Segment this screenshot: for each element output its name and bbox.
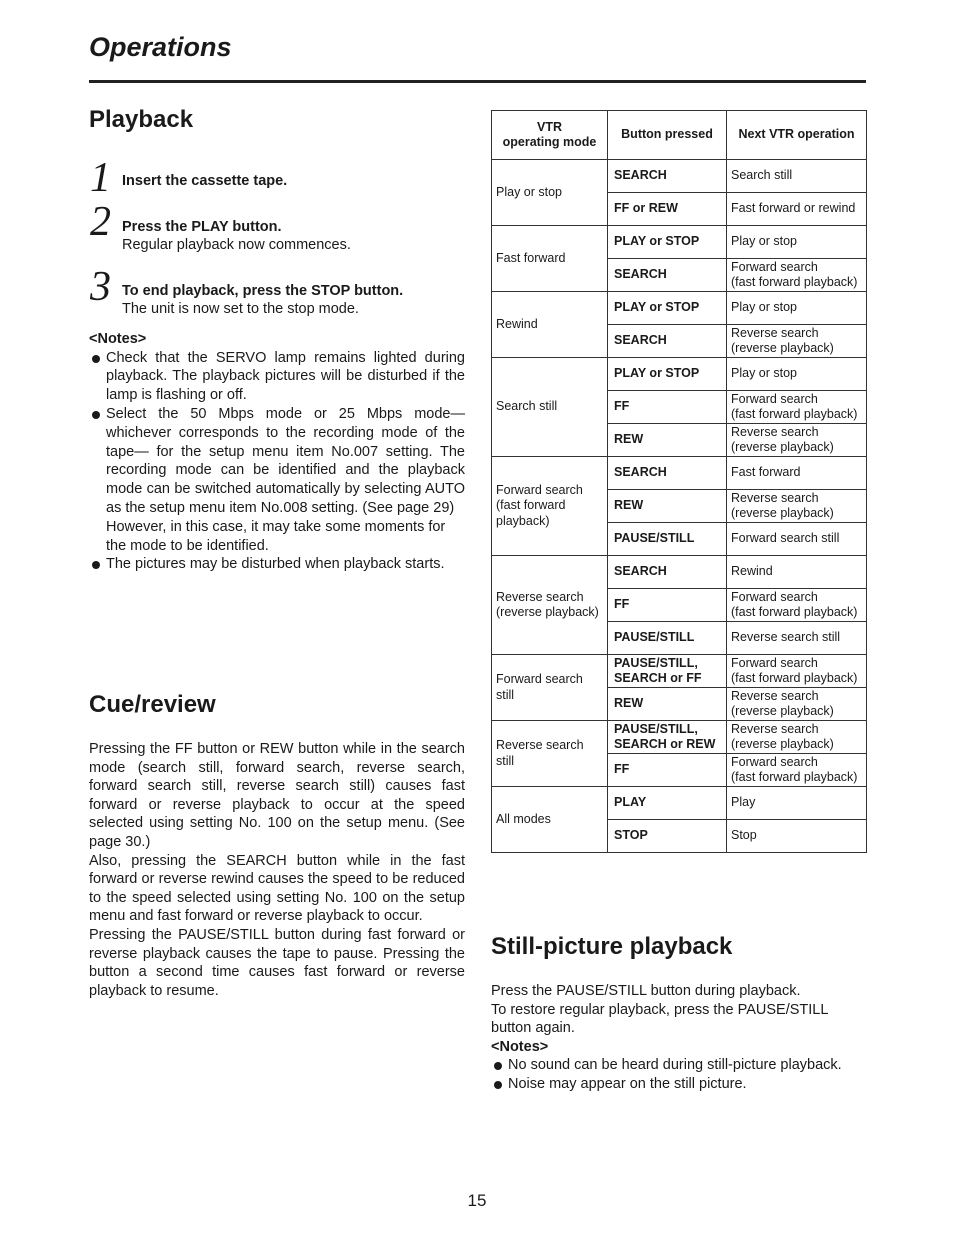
column-header: VTR operating mode (492, 111, 608, 160)
button-cell: PLAY or STOP (608, 358, 727, 391)
next-operation-cell: Reverse search still (727, 622, 867, 655)
list-item (491, 1075, 867, 1094)
step-1-text (122, 172, 467, 190)
button-cell: PAUSE/STILL, SEARCH or FF (608, 655, 727, 688)
note-text: The pictures may be disturbed when playback starts. (106, 556, 445, 573)
mode-cell: Reverse search still (492, 721, 608, 787)
paragraph: Pressing the FF button or REW button while in the search mode (search still, forward search, reverse search, forward search still, reverse search still) causes fast forward or reverse playback to occur at the speed selected using setting No. 100 on the setup menu. (See page 30.) (89, 741, 465, 850)
vtr-operations-table (491, 110, 867, 853)
next-operation-cell: Play or stop (727, 292, 867, 325)
button-cell: PAUSE/STILL (608, 622, 727, 655)
button-cell: FF (608, 589, 727, 622)
next-operation-cell: Reverse search (reverse playback) (727, 325, 867, 358)
still-picture-body (491, 982, 867, 1094)
paragraph: Pressing the PAUSE/STILL button during fast forward or reverse playback causes the tape to pause. Pressing the button a second time causes fast forward or reverse playback to resume. (89, 926, 465, 999)
page-number: 15 (467, 1191, 487, 1210)
paragraph: To restore regular playback, press the PAUSE/STILL button again. (491, 1001, 828, 1037)
table-row (492, 721, 867, 754)
list-item (89, 349, 465, 405)
button-cell: PLAY or STOP (608, 292, 727, 325)
paragraph: Press the PAUSE/STILL button during playback. (491, 983, 801, 999)
step-2-detail: Regular playback now commences. (122, 237, 351, 253)
button-cell: PLAY (608, 787, 727, 820)
button-cell: REW (608, 424, 727, 457)
next-operation-cell: Fast forward or rewind (727, 193, 867, 226)
step-2-number: 2 (90, 199, 111, 245)
column-header: Next VTR operation (727, 111, 867, 160)
next-operation-cell: Reverse search (reverse playback) (727, 424, 867, 457)
step-2-text (122, 218, 467, 254)
next-operation-cell: Rewind (727, 556, 867, 589)
next-operation-cell: Reverse search (reverse playback) (727, 721, 867, 754)
table-row (492, 160, 867, 193)
button-cell: FF (608, 754, 727, 787)
mode-cell: Play or stop (492, 160, 608, 226)
list-item (491, 1056, 867, 1075)
next-operation-cell: Search still (727, 160, 867, 193)
table-row (492, 358, 867, 391)
next-operation-cell: Play or stop (727, 358, 867, 391)
button-cell: PAUSE/STILL (608, 523, 727, 556)
button-cell: SEARCH (608, 457, 727, 490)
next-operation-cell: Forward search (fast forward playback) (727, 391, 867, 424)
cue-review-heading: Cue/review (89, 691, 216, 718)
mode-cell: Fast forward (492, 226, 608, 292)
next-operation-cell: Forward search (fast forward playback) (727, 655, 867, 688)
mode-cell: All modes (492, 787, 608, 853)
mode-cell: Rewind (492, 292, 608, 358)
note-text: No sound can be heard during still-picture playback. (508, 1057, 842, 1074)
playback-notes-list (89, 349, 465, 575)
button-cell: FF or REW (608, 193, 727, 226)
table-row (492, 457, 867, 490)
table-row (492, 556, 867, 589)
next-operation-cell: Fast forward (727, 457, 867, 490)
next-operation-cell: Play or stop (727, 226, 867, 259)
next-operation-cell: Forward search (fast forward playback) (727, 754, 867, 787)
step-3-text (122, 282, 467, 318)
page-title: Operations (89, 32, 232, 62)
next-operation-cell: Reverse search (reverse playback) (727, 490, 867, 523)
still-notes-list (491, 1056, 867, 1094)
note-text: Check that the SERVO lamp remains lighted during playback. The playback pictures will be disturbed if the lamp is flashing or off. (106, 349, 465, 404)
button-cell: SEARCH (608, 325, 727, 358)
notes-label: <Notes> (89, 331, 147, 347)
next-operation-cell: Forward search (fast forward playback) (727, 259, 867, 292)
still-picture-heading: Still-picture playback (491, 933, 733, 960)
mode-cell: Forward search still (492, 655, 608, 721)
next-operation-cell: Stop (727, 820, 867, 853)
next-operation-cell: Reverse search (reverse playback) (727, 688, 867, 721)
button-cell: SEARCH (608, 160, 727, 193)
button-cell: PAUSE/STILL, SEARCH or REW (608, 721, 727, 754)
button-cell: FF (608, 391, 727, 424)
button-cell: REW (608, 490, 727, 523)
step-3-number: 3 (90, 264, 111, 310)
step-3-detail: The unit is now set to the stop mode. (122, 301, 359, 317)
step-1-title: Insert the cassette tape. (122, 173, 288, 189)
table-row (492, 292, 867, 325)
list-item (89, 555, 465, 574)
next-operation-cell: Play (727, 787, 867, 820)
note-text: Noise may appear on the still picture. (508, 1076, 747, 1093)
mode-cell: Forward search (fast forward playback) (492, 457, 608, 556)
note-text: Select the 50 Mbps mode or 25 Mbps mode—whichever corresponds to the recording mode of the tape— for the setup menu item No.007 setting. The recording mode can be identified and the playback mode can be switched automatically by selecting AUTO as the setup menu item No.008 setting. (See page 29) (106, 405, 465, 516)
next-operation-cell: Forward search (fast forward playback) (727, 589, 867, 622)
playback-notes (89, 330, 465, 574)
table-row (492, 655, 867, 688)
step-1-number: 1 (90, 155, 111, 201)
table-row (492, 787, 867, 820)
button-cell: SEARCH (608, 556, 727, 589)
note-continuation: However, in this case, it may take some moments for the mode to be identified. (106, 518, 446, 554)
next-operation-cell: Forward search still (727, 523, 867, 556)
notes-label: <Notes> (491, 1038, 549, 1055)
list-item (89, 405, 465, 555)
step-3-title: To end playback, press the STOP button. (122, 283, 404, 299)
paragraph: Also, pressing the SEARCH button while in the fast forward or reverse rewind causes the speed to be reduced to the speed selected using setting No. 100 on the setup menu and fast forward or reverse playback to occur. (89, 852, 465, 925)
playback-heading: Playback (89, 106, 194, 133)
table-row (492, 226, 867, 259)
mode-cell: Reverse search (reverse playback) (492, 556, 608, 655)
table-body (492, 160, 867, 853)
button-cell: STOP (608, 820, 727, 853)
step-2-title: Press the PLAY button. (122, 219, 282, 235)
column-header: Button pressed (608, 111, 727, 160)
header-rule (89, 80, 866, 83)
button-cell: REW (608, 688, 727, 721)
button-cell: SEARCH (608, 259, 727, 292)
mode-cell: Search still (492, 358, 608, 457)
button-cell: PLAY or STOP (608, 226, 727, 259)
cue-review-body (89, 740, 465, 1000)
